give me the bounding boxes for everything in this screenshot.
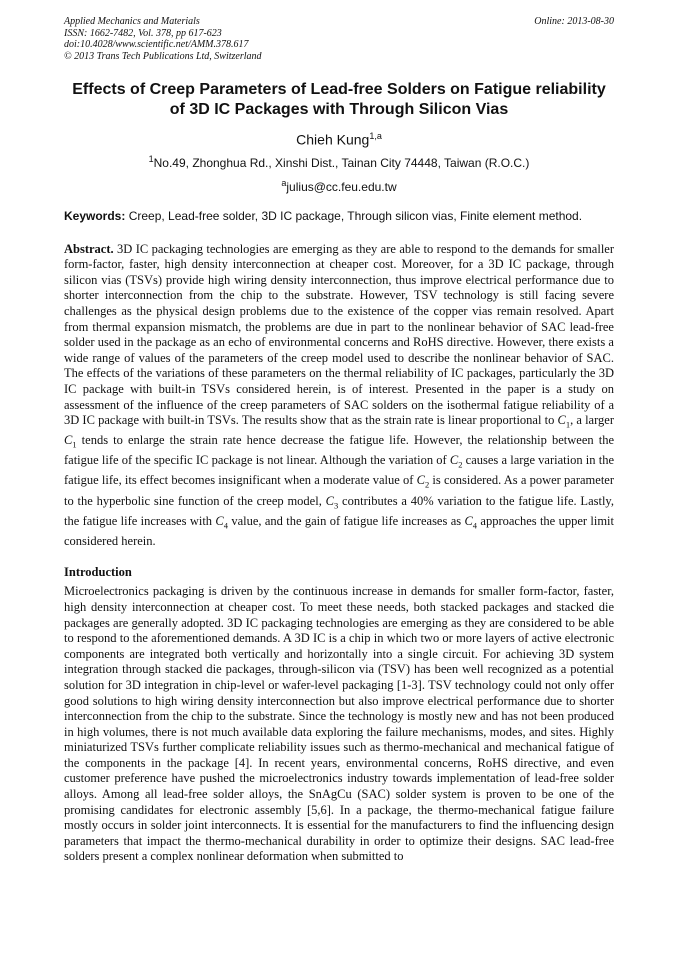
sub-2: 2 — [424, 479, 430, 490]
author-line — [64, 131, 614, 148]
var-c: C — [215, 513, 224, 528]
section-heading-introduction: Introduction — [64, 565, 132, 580]
author-email — [64, 178, 614, 194]
abstract-text-7: value, and the gain of fatigue life increases as — [227, 513, 465, 528]
var-c: C — [416, 473, 425, 488]
author-name: Chieh Kung — [296, 131, 370, 148]
var-c: C — [449, 453, 459, 468]
author-sup: 1,a — [369, 131, 382, 141]
online-date: Online: 2013-08-30 — [534, 16, 614, 27]
abstract-text-5: is considered. As a power parameter to the hyperbolic sine function of the creep model, — [64, 473, 614, 508]
keywords — [64, 209, 614, 223]
var-c: C — [464, 513, 473, 528]
sub-4: 4 — [472, 520, 478, 531]
journal-name: Applied Mechanics and Materials — [64, 16, 200, 27]
abstract-label: Abstract. — [64, 241, 114, 256]
var-c: C — [325, 493, 334, 508]
journal-copyright: © 2013 Trans Tech Publications Ltd, Switzerland — [64, 50, 262, 62]
paper-title: Effects of Creep Parameters of Lead-free Solders on Fatigue reliability of 3D IC Packages with Through Silicon Vias — [72, 81, 606, 118]
abstract-text-8: approaches the upper limit considered herein. — [64, 513, 614, 548]
keywords-text: Creep, Lead-free solder, 3D IC package, Through silicon vias, Finite element method. — [128, 208, 583, 223]
introduction-text: Microelectronics packaging is driven by the continuous increase in demands for smaller form-factor, faster, high density interconnection at cheaper cost. To meet these needs, both stacked packages and stacked die packages are generally adopted. 3D IC packaging technologies are emerging as they are considered to be able to respond to the aforementioned demands. A 3D IC is a chip in which two or more layers of active electronic components are integrated both vertically and horizontally into a single circuit. For achieving 3D system integration through stacked die packages, through-silicon via (TSV) has been well recognized as a potential solution for 3D integration in chip-level or wafer-level packaging [1-3]. TSV technology could not only offer good solutions to high wiring density interconnection but also improve electrical performance due to shorter interconnection from the chip to the substrate. Since the technology is mostly new and has not been produced in high volumes, there is not much available data exploring the failure mechanisms, modes, and sites. Highly miniaturized TSVs further complicate reliability issues such as thermo-mechanical and mechanical fatigue of the components in the package [4]. In recent years, environmental concerns, RoHS directive, and even customer preference have pushed the microelectronics industry towards implementation of lead-free solder alloys. Among all lead-free solder alloys, the SnAgCu (SAC) solder system is proven to be one of the promising candidates for electronic assembly [5,6]. In a package, the thermo-mechanical fatigue failure mostly occurs in solder joint interconnects. It is essential for the manufacturers to find the influencing design parameters that impact the thermo-mechanical durability in order to optimize their designs. SAC lead-free solders present a complex nonlinear deformation when submitted to — [64, 584, 614, 864]
abstract-text-4: causes a large variation in the fatigue life, its effect becomes insignificant when a moderate value of — [64, 453, 614, 488]
journal-issn: ISSN: 1662-7482, Vol. 378, pp 617-623 — [64, 27, 222, 39]
affiliation-sup: 1 — [148, 153, 154, 164]
abstract-text-2: , a larger — [570, 413, 614, 428]
affiliation-text: No.49, Zhonghua Rd., Xinshi Dist., Tainan City 74448, Taiwan (R.O.C.) — [153, 155, 530, 170]
abstract-text-3: tends to enlarge the strain rate hence decrease the fatigue life. However, the relationship between the fatigue life of the specific IC package is not linear. Although the variation of — [64, 433, 614, 468]
sub-1: 1 — [72, 439, 77, 450]
email-sup: a — [281, 177, 287, 188]
affiliation — [64, 154, 614, 170]
sub-4: 4 — [223, 520, 228, 531]
journal-header — [64, 16, 614, 62]
abstract-text-1: 3D IC packaging technologies are emerging as they are able to respond to the demands for smaller form-factor, faster, high density interconnection at cheaper cost. Moreover, for a 3D IC package, through silicon vias (TSVs) provide high wiring density interconnection, thus improve electrical performance due to shorter interconnection from the chip to the substrate. However, TSV technology is still facing severe challenges as the physical design problems due to the existence of the copper vias remain resolved. Apart from thermal expansion mismatch, the problems are due in part to the nonlinear behavior of SAC lead-free solder used in the package as an echo of environmental concerns and RoHS directive. However, there exists a wide range of values of the parameters of the creep model used to describe the nonlinear behavior of SAC. The effects of the variations of these parameters on the thermal reliability of IC packages, particularly the 3D IC package with built-in TSVs considered herein, is of interest. Presented in the paper is a study on assessment of the influence of the creep parameters of SAC solders on the isothermal fatigue reliability of a 3D IC package with built-in TSVs. The results show that as the strain rate is linear proportional to — [64, 241, 615, 428]
sub-3: 3 — [333, 500, 339, 511]
keywords-label: Keywords: — [64, 208, 126, 223]
sub-1: 1 — [565, 419, 571, 430]
journal-doi: doi:10.4028/www.scientific.net/AMM.378.617 — [64, 39, 249, 50]
var-c: C — [64, 433, 73, 448]
sub-2: 2 — [458, 459, 463, 470]
abstract-text-6: contributes a 40% variation to the fatigue life. Lastly, the fatigue life increases with — [64, 493, 614, 528]
var-c: C — [557, 413, 566, 428]
email-text: julius@cc.feu.edu.tw — [286, 179, 397, 194]
abstract — [64, 242, 614, 550]
